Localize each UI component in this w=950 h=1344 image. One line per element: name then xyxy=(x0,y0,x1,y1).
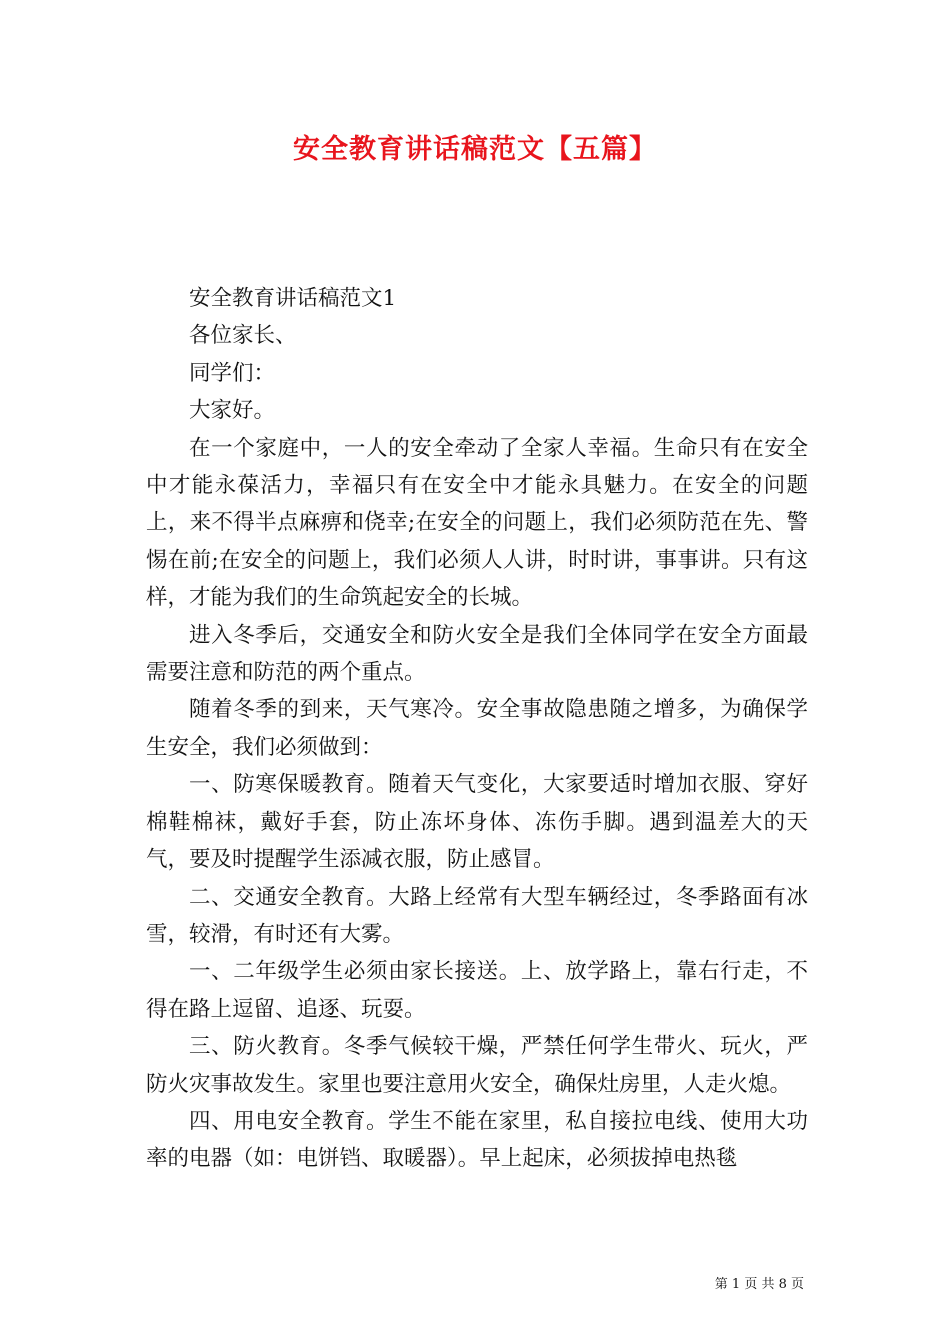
paragraph: 在一个家庭中，一人的安全牵动了全家人幸福。生命只有在安全中才能永葆活力，幸福只有在安全中才能永具魅力。在安全的问题上，来不得半点麻痹和侥幸;在安全的问题上，我们必须防范在先、警惕在前;在安全的问题上，我们必须人人讲，时时讲，事事讲。只有这样，才能为我们的生命筑起安全的长城。 xyxy=(146,435,808,611)
greeting: 大家好。 xyxy=(189,398,276,424)
paragraph: 进入冬季后，交通安全和防火安全是我们全体同学在安全方面最需要注意和防范的两个重点。 xyxy=(146,622,808,686)
paragraph: 随着冬季的到来，天气寒冷。安全事故隐患随之增多，为确保学生安全，我们必须做到： xyxy=(146,697,808,760)
document-title: 安全教育讲话稿范文【五篇】 xyxy=(293,134,657,165)
salutation-students: 同学们： xyxy=(189,360,276,386)
paragraph: 一、防寒保暖教育。随着天气变化，大家要适时增加衣服、穿好棉鞋棉袜，戴好手套，防止冻坏身体、冻伤手脚。遇到温差大的天气，要及时提醒学生添减衣服，防止感冒。 xyxy=(146,772,808,873)
paragraph: 四、用电安全教育。学生不能在家里，私自接拉电线、使用大功率的电器（如：电饼铛、取暖器）。早上起床，必须拔掉电热毯 xyxy=(146,1108,808,1172)
salutation-parents: 各位家长、 xyxy=(189,323,297,349)
document-body xyxy=(146,280,808,1178)
page-number-footer: 第 1 页 共 8 页 xyxy=(714,1277,804,1292)
section-heading: 安全教育讲话稿范文1 xyxy=(189,286,397,311)
paragraph: 一、二年级学生必须由家长接送。上、放学路上，靠右行走，不得在路上逗留、追逐、玩耍。 xyxy=(146,959,808,1022)
paragraph: 三、防火教育。冬季气候较干燥，严禁任何学生带火、玩火，严防火灾事故发生。家里也要注意用火安全，确保灶房里，人走火熄。 xyxy=(146,1034,808,1097)
paragraph: 二、交通安全教育。大路上经常有大型车辆经过，冬季路面有冰雪，较滑，有时还有大雾。 xyxy=(146,884,808,947)
